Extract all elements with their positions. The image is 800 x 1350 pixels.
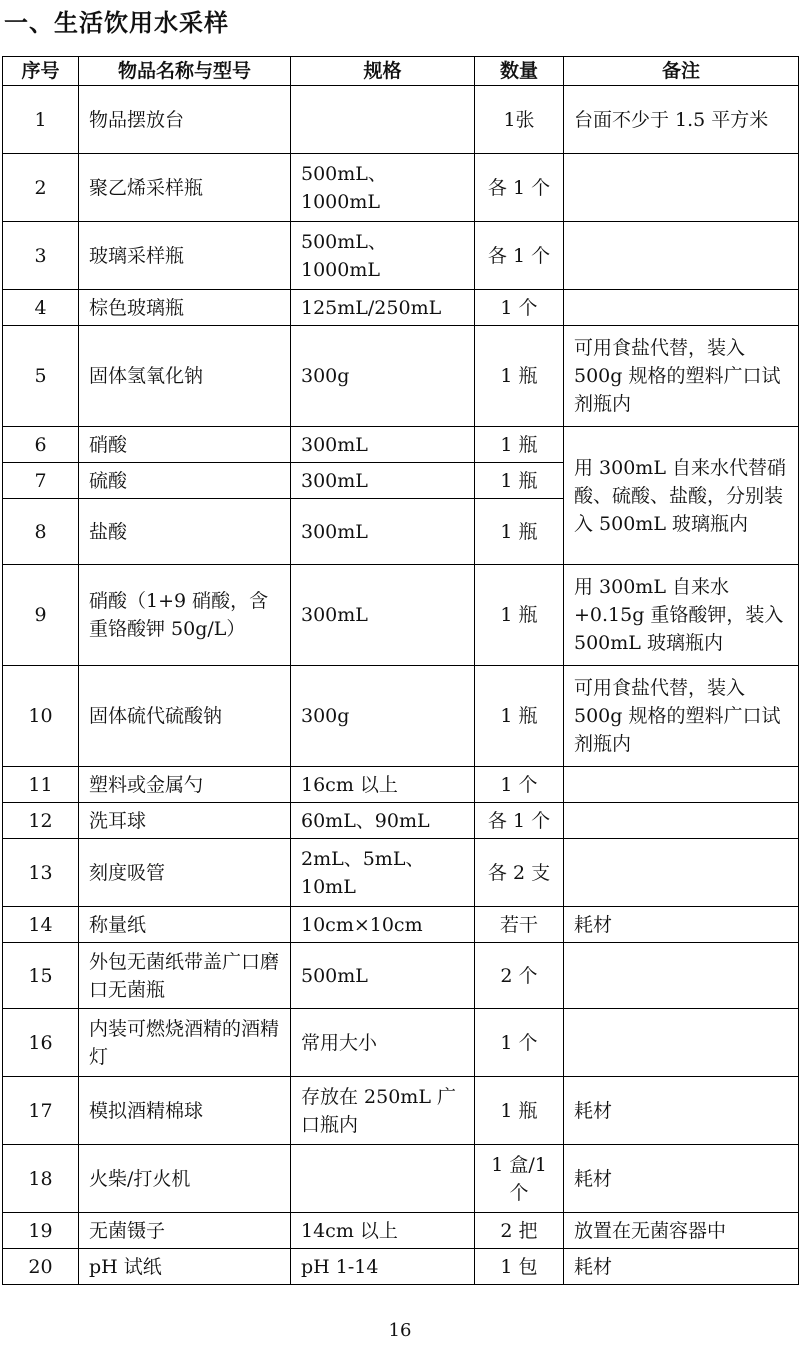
table-row	[3, 839, 799, 907]
table-row	[3, 1249, 799, 1285]
header-note: 备注	[564, 57, 799, 86]
cell-note	[564, 154, 799, 222]
cell-note: 可用食盐代替，装入 500g 规格的塑料广口试剂瓶内	[564, 326, 799, 427]
cell-no: 19	[3, 1213, 79, 1249]
cell-qty: 各 1 个	[475, 803, 564, 839]
cell-name: 盐酸	[79, 499, 291, 565]
cell-no: 13	[3, 839, 79, 907]
cell-name: 模拟酒精棉球	[79, 1077, 291, 1145]
header-name: 物品名称与型号	[79, 57, 291, 86]
cell-name: 玻璃采样瓶	[79, 222, 291, 290]
cell-no: 9	[3, 565, 79, 666]
cell-qty: 1 包	[475, 1249, 564, 1285]
cell-note	[564, 290, 799, 326]
cell-no: 17	[3, 1077, 79, 1145]
cell-spec: 500mL、1000mL	[291, 222, 475, 290]
table-header-row	[3, 57, 799, 86]
cell-name: 固体硫代硫酸钠	[79, 666, 291, 767]
cell-no: 18	[3, 1145, 79, 1213]
cell-note: 放置在无菌容器中	[564, 1213, 799, 1249]
cell-no: 20	[3, 1249, 79, 1285]
cell-qty: 1 个	[475, 1009, 564, 1077]
cell-note: 用 300mL 自来水代替硝酸、硫酸、盐酸，分别装入 500mL 玻璃瓶内	[564, 427, 799, 565]
header-no: 序号	[3, 57, 79, 86]
cell-no: 7	[3, 463, 79, 499]
cell-qty: 1 瓶	[475, 326, 564, 427]
cell-note: 耗材	[564, 1145, 799, 1213]
cell-name: 无菌镊子	[79, 1213, 291, 1249]
header-spec: 规格	[291, 57, 475, 86]
cell-qty: 1 瓶	[475, 1077, 564, 1145]
cell-spec: 500mL、1000mL	[291, 154, 475, 222]
cell-note: 耗材	[564, 1249, 799, 1285]
cell-spec: 125mL/250mL	[291, 290, 475, 326]
cell-no: 8	[3, 499, 79, 565]
cell-no: 14	[3, 907, 79, 943]
cell-qty: 2 个	[475, 943, 564, 1009]
cell-spec: 14cm 以上	[291, 1213, 475, 1249]
cell-spec: 2mL、5mL、10mL	[291, 839, 475, 907]
table-row	[3, 767, 799, 803]
cell-note: 用 300mL 自来水 +0.15g 重铬酸钾，装入 500mL 玻璃瓶内	[564, 565, 799, 666]
cell-no: 5	[3, 326, 79, 427]
table-row	[3, 326, 799, 427]
cell-no: 15	[3, 943, 79, 1009]
cell-name: 火柴/打火机	[79, 1145, 291, 1213]
cell-spec: 存放在 250mL 广口瓶内	[291, 1077, 475, 1145]
cell-note	[564, 839, 799, 907]
table-row	[3, 565, 799, 666]
section-title: 一、生活饮用水采样	[4, 9, 229, 37]
cell-no: 6	[3, 427, 79, 463]
cell-name: 物品摆放台	[79, 86, 291, 154]
cell-note: 可用食盐代替，装入 500g 规格的塑料广口试剂瓶内	[564, 666, 799, 767]
cell-name: 刻度吸管	[79, 839, 291, 907]
cell-spec: 60mL、90mL	[291, 803, 475, 839]
cell-name: 固体氢氧化钠	[79, 326, 291, 427]
cell-qty: 1 个	[475, 290, 564, 326]
cell-spec: 300mL	[291, 499, 475, 565]
cell-no: 3	[3, 222, 79, 290]
table-row	[3, 1077, 799, 1145]
cell-note	[564, 943, 799, 1009]
page-number: 16	[388, 1320, 412, 1341]
cell-qty: 2 把	[475, 1213, 564, 1249]
cell-spec: 300mL	[291, 565, 475, 666]
table-row	[3, 1145, 799, 1213]
cell-name: 外包无菌纸带盖广口磨口无菌瓶	[79, 943, 291, 1009]
cell-spec: 16cm 以上	[291, 767, 475, 803]
cell-spec: 常用大小	[291, 1009, 475, 1077]
cell-spec: 300g	[291, 326, 475, 427]
cell-name: 硝酸（1+9 硝酸，含重铬酸钾 50g/L）	[79, 565, 291, 666]
equipment-table	[2, 56, 799, 1285]
cell-name: 聚乙烯采样瓶	[79, 154, 291, 222]
cell-note: 耗材	[564, 907, 799, 943]
table-row	[3, 427, 799, 463]
cell-note: 耗材	[564, 1077, 799, 1145]
table-row	[3, 666, 799, 767]
table-body	[3, 86, 799, 1285]
cell-qty: 1 瓶	[475, 499, 564, 565]
cell-qty: 1 瓶	[475, 463, 564, 499]
cell-name: pH 试纸	[79, 1249, 291, 1285]
cell-qty: 1 个	[475, 767, 564, 803]
cell-name: 棕色玻璃瓶	[79, 290, 291, 326]
table-row	[3, 1213, 799, 1249]
table-row	[3, 290, 799, 326]
cell-spec: 300mL	[291, 427, 475, 463]
cell-no: 11	[3, 767, 79, 803]
cell-name: 硫酸	[79, 463, 291, 499]
cell-qty: 1 瓶	[475, 666, 564, 767]
header-qty: 数量	[475, 57, 564, 86]
cell-qty: 各 2 支	[475, 839, 564, 907]
cell-note	[564, 803, 799, 839]
cell-name: 硝酸	[79, 427, 291, 463]
table-row	[3, 907, 799, 943]
cell-spec: pH 1-14	[291, 1249, 475, 1285]
cell-qty: 1 瓶	[475, 427, 564, 463]
cell-no: 4	[3, 290, 79, 326]
cell-qty: 各 1 个	[475, 154, 564, 222]
cell-spec	[291, 1145, 475, 1213]
cell-no: 1	[3, 86, 79, 154]
cell-name: 称量纸	[79, 907, 291, 943]
table-row	[3, 86, 799, 154]
cell-qty: 1张	[475, 86, 564, 154]
cell-spec	[291, 86, 475, 154]
cell-spec: 300g	[291, 666, 475, 767]
table-row	[3, 803, 799, 839]
cell-spec: 10cm×10cm	[291, 907, 475, 943]
cell-no: 2	[3, 154, 79, 222]
cell-note	[564, 767, 799, 803]
cell-no: 16	[3, 1009, 79, 1077]
cell-spec: 500mL	[291, 943, 475, 1009]
cell-note: 台面不少于 1.5 平方米	[564, 86, 799, 154]
cell-name: 内装可燃烧酒精的酒精灯	[79, 1009, 291, 1077]
cell-name: 塑料或金属勺	[79, 767, 291, 803]
cell-no: 12	[3, 803, 79, 839]
cell-note	[564, 1009, 799, 1077]
cell-no: 10	[3, 666, 79, 767]
cell-qty: 各 1 个	[475, 222, 564, 290]
cell-qty: 若干	[475, 907, 564, 943]
table-row	[3, 222, 799, 290]
cell-qty: 1 盒/1 个	[475, 1145, 564, 1213]
table-row	[3, 1009, 799, 1077]
table-row	[3, 943, 799, 1009]
cell-qty: 1 瓶	[475, 565, 564, 666]
cell-note	[564, 222, 799, 290]
cell-spec: 300mL	[291, 463, 475, 499]
table-row	[3, 154, 799, 222]
cell-name: 洗耳球	[79, 803, 291, 839]
